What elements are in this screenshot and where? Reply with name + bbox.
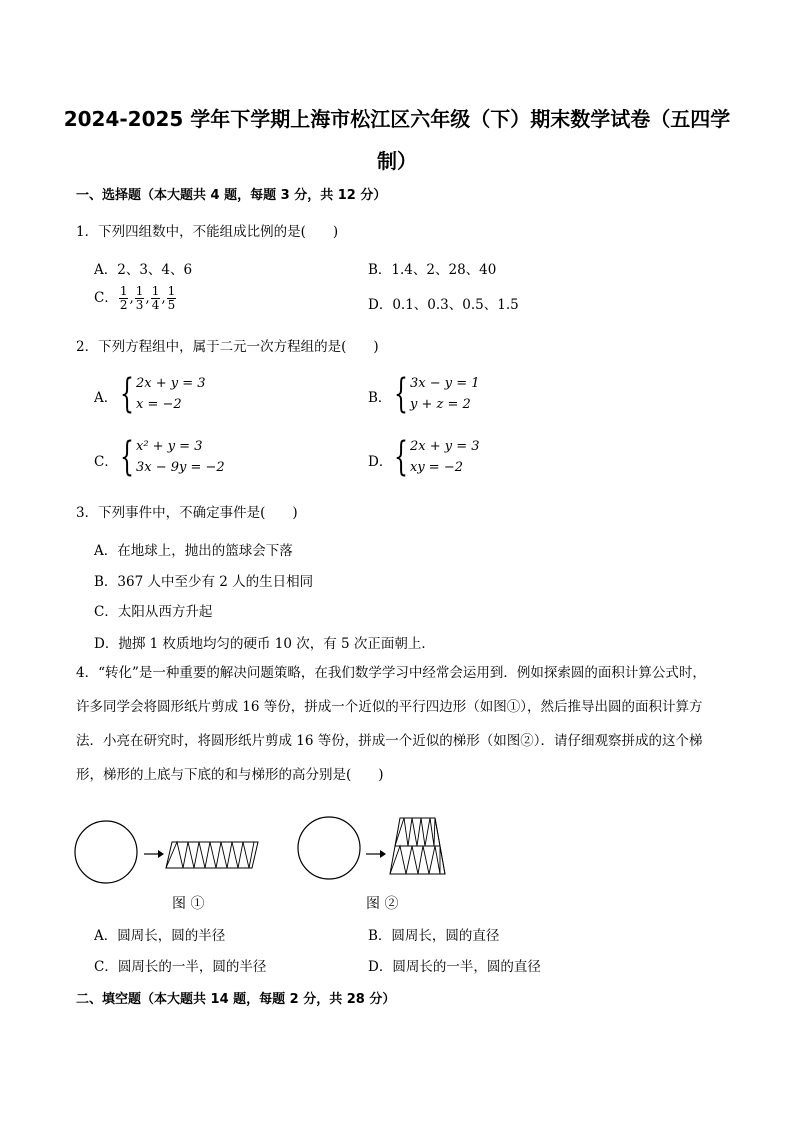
q4-option-d: D．圆周长的一半，圆的直径	[368, 959, 541, 975]
q1-option-c-label: C．	[94, 290, 118, 306]
figure-2-label: 图 ②	[366, 896, 399, 912]
q3-stem: 3．下列事件中，不确定事件是( )	[76, 505, 298, 521]
q4-stem-line: 许多同学会将圆形纸片剪成 16 等份，拼成一个近似的平行四边形（如图①），然后推导出圆的面积计算方	[76, 699, 703, 715]
q2-option-b-label: B．	[368, 390, 392, 406]
sector-zigzag-top	[395, 818, 440, 846]
equation: x² + y = 3	[136, 439, 203, 454]
circle-shape	[298, 817, 360, 879]
q1-option-c: C． $\frac{1}{2}$ , $\frac{1}{3}$ , $\frac{1}{4}$ , $\frac{1}{5}$	[94, 284, 176, 312]
arrow-head-icon	[380, 850, 386, 858]
sector-zigzag-bottom	[390, 846, 445, 874]
brace-icon: {	[120, 434, 134, 480]
q1-option-d: D．0.1、0.3、0.5、1.5	[368, 297, 519, 313]
section-heading-fill-in: 二、填空题（本大题共 14 题，每题 2 分，共 28 分）	[76, 992, 396, 1007]
exam-title-line1: 2024-2025 学年下学期上海市松江区六年级（下）期末数学试卷（五四学	[63, 107, 731, 131]
q2-option-c-label: C．	[94, 454, 118, 470]
exam-title-line2: 制）	[377, 149, 417, 173]
q2-option-d-label: D．	[368, 454, 393, 470]
fraction: $\frac{1}{5}$	[167, 284, 176, 312]
q4-stem-line: 形，梯形的上底与下底的和与梯形的高分别是( )	[76, 767, 384, 783]
q4-stem-line: 法．小亮在研究时，将圆形纸片剪成 16 等份，拼成一个近似的梯形（如图②）．请仔细观察拼成的这个梯	[76, 733, 703, 749]
brace-icon: {	[394, 434, 408, 480]
equation: xy = −2	[410, 460, 463, 475]
q3-option-b: B．367 人中至少有 2 人的生日相同	[94, 574, 314, 590]
exam-title	[60, 98, 734, 182]
brace-icon: {	[120, 371, 134, 417]
figure-1-label: 图 ①	[172, 896, 205, 912]
q4-option-a: A．圆周长，圆的半径	[94, 928, 226, 944]
q1-option-a: A．2、3、4、6	[94, 262, 193, 278]
arrow-head-icon	[158, 850, 164, 858]
q1-stem: 1．下列四组数中，不能组成比例的是( )	[76, 224, 339, 240]
q4-option-c: C．圆周长的一半，圆的半径	[94, 959, 267, 975]
q3-option-a: A．在地球上，抛出的篮球会下落	[94, 543, 293, 559]
equation: 3x − 9y = −2	[136, 460, 225, 475]
q4-option-b: B．圆周长，圆的直径	[368, 928, 500, 944]
q3-option-c: C．太阳从西方升起	[94, 604, 213, 620]
fraction: $\frac{1}{3}$	[135, 284, 144, 312]
equation: 3x − y = 1	[410, 376, 480, 391]
equation: x = −2	[136, 397, 182, 412]
q4-stem	[76, 656, 726, 792]
figure-2-trapezoid	[294, 814, 454, 880]
q4-stem-line: 4．“转化”是一种重要的解决问题策略，在我们数学学习中经常会运用到．例如探索圆的面积计算公式时，	[76, 665, 706, 681]
q1-option-b: B．1.4、2、28、40	[368, 262, 497, 278]
section-heading-choice: 一、选择题（本大题共 4 题，每题 3 分，共 12 分）	[76, 188, 387, 203]
q2-option-a-label: A．	[94, 390, 118, 406]
brace-icon: {	[394, 371, 408, 417]
figure-1-parallelogram	[72, 816, 262, 888]
q3-option-d: D．抛掷 1 枚质地均匀的硬币 10 次，有 5 次正面朝上．	[94, 636, 435, 652]
circle-shape	[75, 821, 137, 883]
q2-stem: 2．下列方程组中，属于二元一次方程组的是( )	[76, 339, 379, 355]
fraction: $\frac{1}{4}$	[151, 284, 160, 312]
equation: y + z = 2	[410, 397, 471, 412]
equation: 2x + y = 3	[410, 439, 480, 454]
equation: 2x + y = 3	[136, 376, 206, 391]
fraction: $\frac{1}{2}$	[119, 284, 128, 312]
sector-zigzag	[166, 842, 254, 868]
